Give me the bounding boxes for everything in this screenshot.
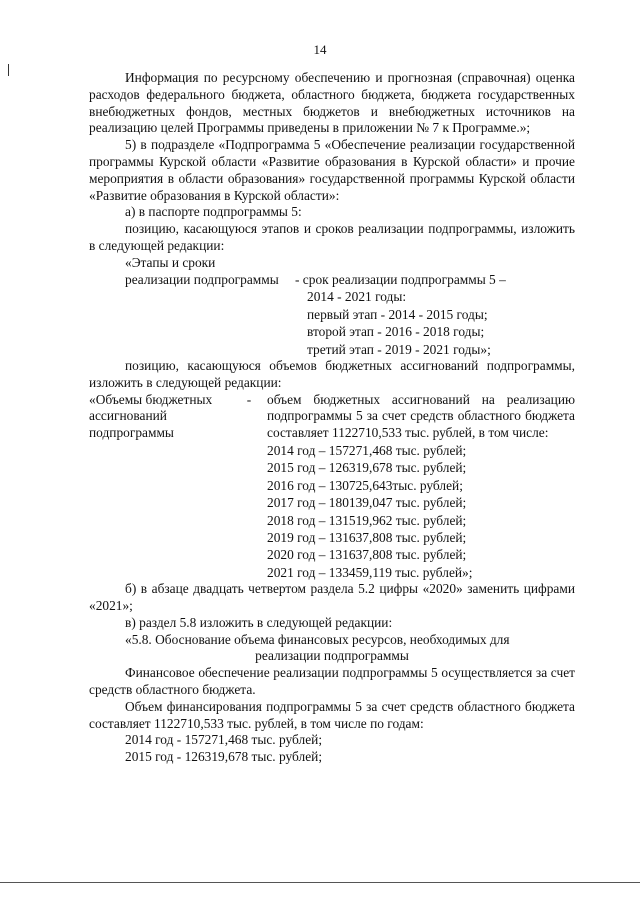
- stages-line: второй этап - 2016 - 2018 годы;: [307, 324, 485, 340]
- paragraph-stages-position: позицию, касающуюся этапов и сроков реализации подпрограммы, изложить в следующей редакции:: [89, 221, 575, 253]
- volume-block: [89, 392, 575, 582]
- volume-intro: объем бюджетных ассигнований на реализацию подпрограммы 5 за счет средств областного бюджета составляет 1122710,533 тыс. рублей, в том числе:: [267, 391, 575, 441]
- page-number: 14: [313, 42, 327, 57]
- volume-label-line: подпрограммы: [89, 425, 174, 441]
- volume-values: [267, 392, 575, 582]
- paragraph-info: Информация по ресурсному обеспечению и прогнозная (справочная) оценка расходов федерального бюджета, областного бюджета, бюджета государственных внебюджетных фондов, местных бюджетов и внебюджетных источников на реализацию целей Программы приведены в приложении № 7 к Программе.»;: [89, 70, 575, 136]
- stages-line: первый этап - 2014 - 2015 годы;: [307, 306, 488, 322]
- stages-label-2: реализации подпрограммы: [125, 271, 279, 287]
- volume-year: 2017 год – 180139,047 тыс. рублей;: [267, 495, 467, 511]
- stages-block: [89, 255, 575, 358]
- volume-year: 2018 год – 131519,962 тыс. рублей;: [267, 512, 467, 528]
- paragraph-item-5: 5) в подразделе «Подпрограмма 5 «Обеспечение реализации государственной программы Курской области «Развитие образования в Курской области» и прочие мероприятия в области образования» государственной программы Курской области «Развитие образования в Курской области»:: [89, 137, 575, 203]
- volume-year: 2020 год – 131637,808 тыс. рублей;: [267, 547, 467, 563]
- stages-dash-text: - срок реализации подпрограммы 5 –: [295, 271, 506, 287]
- stages-label-1: «Этапы и сроки: [125, 254, 216, 270]
- margin-mark: [8, 64, 9, 76]
- volume-label-line: ассигнований: [89, 408, 167, 424]
- volume-year: 2015 год – 126319,678 тыс. рублей;: [267, 460, 467, 476]
- volume-year: 2019 год – 131637,808 тыс. рублей;: [267, 530, 467, 545]
- tail-year: 2014 год - 157271,468 тыс. рублей;: [125, 732, 323, 748]
- stages-lines: [89, 288, 575, 358]
- paragraph-financing: Финансовое обеспечение реализации подпрограммы 5 осуществляется за счет средств областного бюджета.: [89, 665, 575, 697]
- bottom-edge-line: [0, 882, 640, 883]
- volume-label-line: «Объемы бюджетных: [89, 391, 213, 407]
- volume-label: [89, 392, 231, 582]
- volume-dash: -: [246, 391, 252, 407]
- paragraph-volume-position: позицию, касающуюся объемов бюджетных ассигнований подпрограммы, изложить в следующей редакции:: [89, 357, 575, 390]
- paragraph-item-a: а) в паспорте подпрограммы 5:: [125, 204, 302, 220]
- section-heading-line-1: «5.8. Обоснование объема финансовых ресурсов, необходимых для: [125, 631, 510, 647]
- volume-year: 2014 год – 157271,468 тыс. рублей;: [267, 442, 467, 458]
- paragraph-volume: Объем финансирования подпрограммы 5 за счет средств областного бюджета составляет 1122710,533 тыс. рублей, в том числе по годам:: [89, 698, 575, 731]
- paragraph-item-v: в) раздел 5.8 изложить в следующей редакции:: [125, 614, 393, 630]
- paragraph-item-b: б) в абзаце двадцать четвертом раздела 5.2 цифры «2020» заменить цифрами «2021»;: [89, 581, 575, 614]
- stages-line: третий этап - 2019 - 2021 годы»;: [307, 341, 491, 357]
- document-body: [89, 70, 575, 766]
- volume-year: 2021 год – 133459,119 тыс. рублей»;: [267, 564, 473, 580]
- stages-line: 2014 - 2021 годы:: [307, 289, 407, 305]
- volume-year: 2016 год – 130725,643тыс. рублей;: [267, 477, 463, 493]
- section-heading-line-2: реализации подпрограммы: [255, 648, 409, 664]
- tail-year: 2015 год - 126319,678 тыс. рублей;: [125, 749, 323, 765]
- stages-row: [89, 272, 575, 289]
